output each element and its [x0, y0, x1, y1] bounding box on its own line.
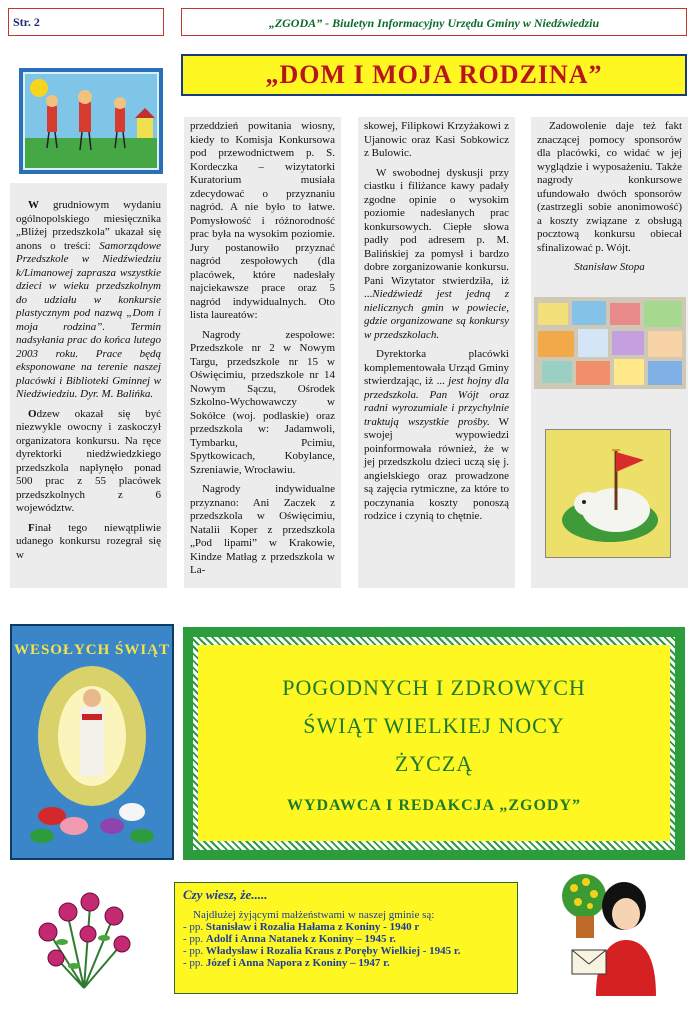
- easter-lamb-image: [545, 429, 671, 558]
- article-title: „DOM I MOJA RODZINA”: [181, 54, 687, 96]
- easter-card-text: WESOŁYCH ŚWIĄT: [13, 642, 171, 658]
- list-item: - pp. Józef i Anna Napora z Koniny – 1947 r.: [183, 957, 390, 969]
- paragraph: Odzew okazał się być niezwykle owocny i zaskoczył organizatora konkursu. Na ręce dyrektorki niedźwiedzkiego przedszkola napłynęło ponad 500 prac z 55 placówek przedszkolnych z 6 województw.: [16, 407, 161, 514]
- paragraph: Finał tego niewątpliwie udanego konkursu rozegrał się w: [16, 521, 161, 561]
- paragraph: Zadowolenie daje też fakt znaczącej pomocy sponsorów dla placówki, co widać w jej wyglądzie i wyposażeniu. Także nagrody konkursowe ufundowało dwóch sponsorów (zastrzegli sobie anonimowość) a koszty związane z obsługą pocztową konkursu obiecał sfinalizować p. Wójt.: [537, 120, 682, 254]
- list-item: - pp. Władysław i Rozalia Kraus z Poręby Wielkiej - 1945 r.: [183, 945, 461, 957]
- easter-greeting-box: [198, 645, 670, 841]
- author-signature: Stanisław Stopa: [574, 261, 645, 273]
- paragraph: Dyrektorka placówki komplementowała Urząd Gminy stwierdzając, iż ... jest hojny dla przedszkola. Pan Wójt oraz radni wyrozumiale i przychylnie traktują wszystkie prośby. W swojej wypowiedzi poinformowała również, że w jej przedszkolu dzieci uczą się j. angielskiego oraz prowadzone są zajęcia rytmiczne, za które to poczynania koszty ponoszą rodzice i czynią to chętnie.: [364, 348, 510, 522]
- article-column-2: [184, 117, 341, 588]
- article-column-3: [358, 117, 515, 588]
- paragraph: W swobodnej dyskusji przy ciastku i filiżance kawy padały zgodne opinie o wysokim poziomie nadesłanych prac konkursowych. Ciepłe słowa padły pod adresem p. M. Balińskiej za pomysł i bardzo dobre zorganizowanie konkursu. Pani Wizytator stwierdziła, iż ...Niedźwiedź jest jedną z nielicznych gmin w powiecie, gdzie organizowane są konkursy w przedszkolach.: [364, 166, 509, 341]
- page-number: Str. 2: [8, 8, 164, 36]
- children-artwork-display-image: [534, 297, 686, 389]
- did-you-know-title: Czy wiesz, że.....: [183, 887, 268, 902]
- paragraph: przeddzień powitania wiosny, kiedy to Komisja Konkursowa pod przewodnictwem p. S. Kordeczka – wizytatorki Kuratorium musiała zdecydować o przyznaniu nagród. A nie było to łatwe. Pomysłowość i różnorodność prac była na wysokim poziomie. Jury postanowiło przyznać nagród zespołowych (dla placówek, które nadesłały najciekawsze prace oraz 5 nagród indywidualnych. Oto lista laureatów:: [190, 120, 335, 321]
- bulletin-title: „ZGODA” - Biuletyn Informacyjny Urzędu Gminy w Niedźwiedziu: [181, 8, 687, 36]
- list-item: - pp. Stanisław i Rozalia Hałama z Koniny - 1940 r: [183, 921, 420, 933]
- greeting-signoff: WYDAWCA I REDAKCJA „ZGODY”: [286, 797, 582, 814]
- greeting-line-1: POGODNYCH I ZDROWYCH: [282, 675, 586, 700]
- did-you-know-intro: Najdłużej żyjącymi małżeństwami w naszej gminie są:: [193, 909, 435, 921]
- did-you-know-box: [174, 882, 518, 994]
- greeting-line-2: ŚWIĄT WIELKIEJ NOCY: [303, 713, 565, 738]
- paragraph: Nagrody indywidualne przyznano: Ani Zaczek z przedszkola w Oświęcimiu, Natalii Koper z przedszkola „Pod lipami” w Krakowie, Kindze Matłag z przedszkola w La-: [190, 483, 335, 576]
- children-drawing-image: [19, 68, 163, 174]
- couples-list: [183, 921, 509, 969]
- paragraph: skowej, Filipkowi Krzyżakowi z Ujanowic oraz Kasi Sobkowicz z Bulowic.: [364, 120, 509, 159]
- list-item: - pp. Adolf i Anna Natanek z Koniny – 1945 r.: [183, 933, 396, 945]
- article-column-1: [10, 183, 167, 588]
- roses-clipart-image: [28, 876, 140, 992]
- paragraph: Nagrody zespołowe: Przedszkole nr 2 w Nowym Targu, przedszkole nr 15 w Oświęcimiu, przedszkole nr 14 Nowym Sączu, Ośrodek Szkolno-Wychowawczy w Sokółce (woj. podlaskie) oraz przedszkola w: Jadamwoli, Tymbarku, Pcimiu, Spytkowicach, Kobylance, Szreniawie, Wrocławiu.: [190, 328, 335, 476]
- woman-with-plant-clipart-image: [556, 870, 660, 1000]
- easter-greeting-card-image: [10, 624, 174, 860]
- greeting-line-3: ŻYCZĄ: [394, 751, 474, 776]
- paragraph: W grudniowym wydaniu ogólnopolskiego miesięcznika „Bliżej przedszkola” ukazał się anons o treści: Samorządowe Przedszkole w Niedźwiedziu k/Limanowej zaprasza wszystkie dzieci w wieku przedszkolnym do udziału w konkursie plastycznym pod nazwą „Dom i moja rodzina”. Termin nadsyłania prac do końca lutego 2003 roku. Prace będą eksponowane na terenie naszej placówki i Biblioteki Gminnej w Niedźwiedziu. Dyr. M. Balińka.: [16, 199, 161, 400]
